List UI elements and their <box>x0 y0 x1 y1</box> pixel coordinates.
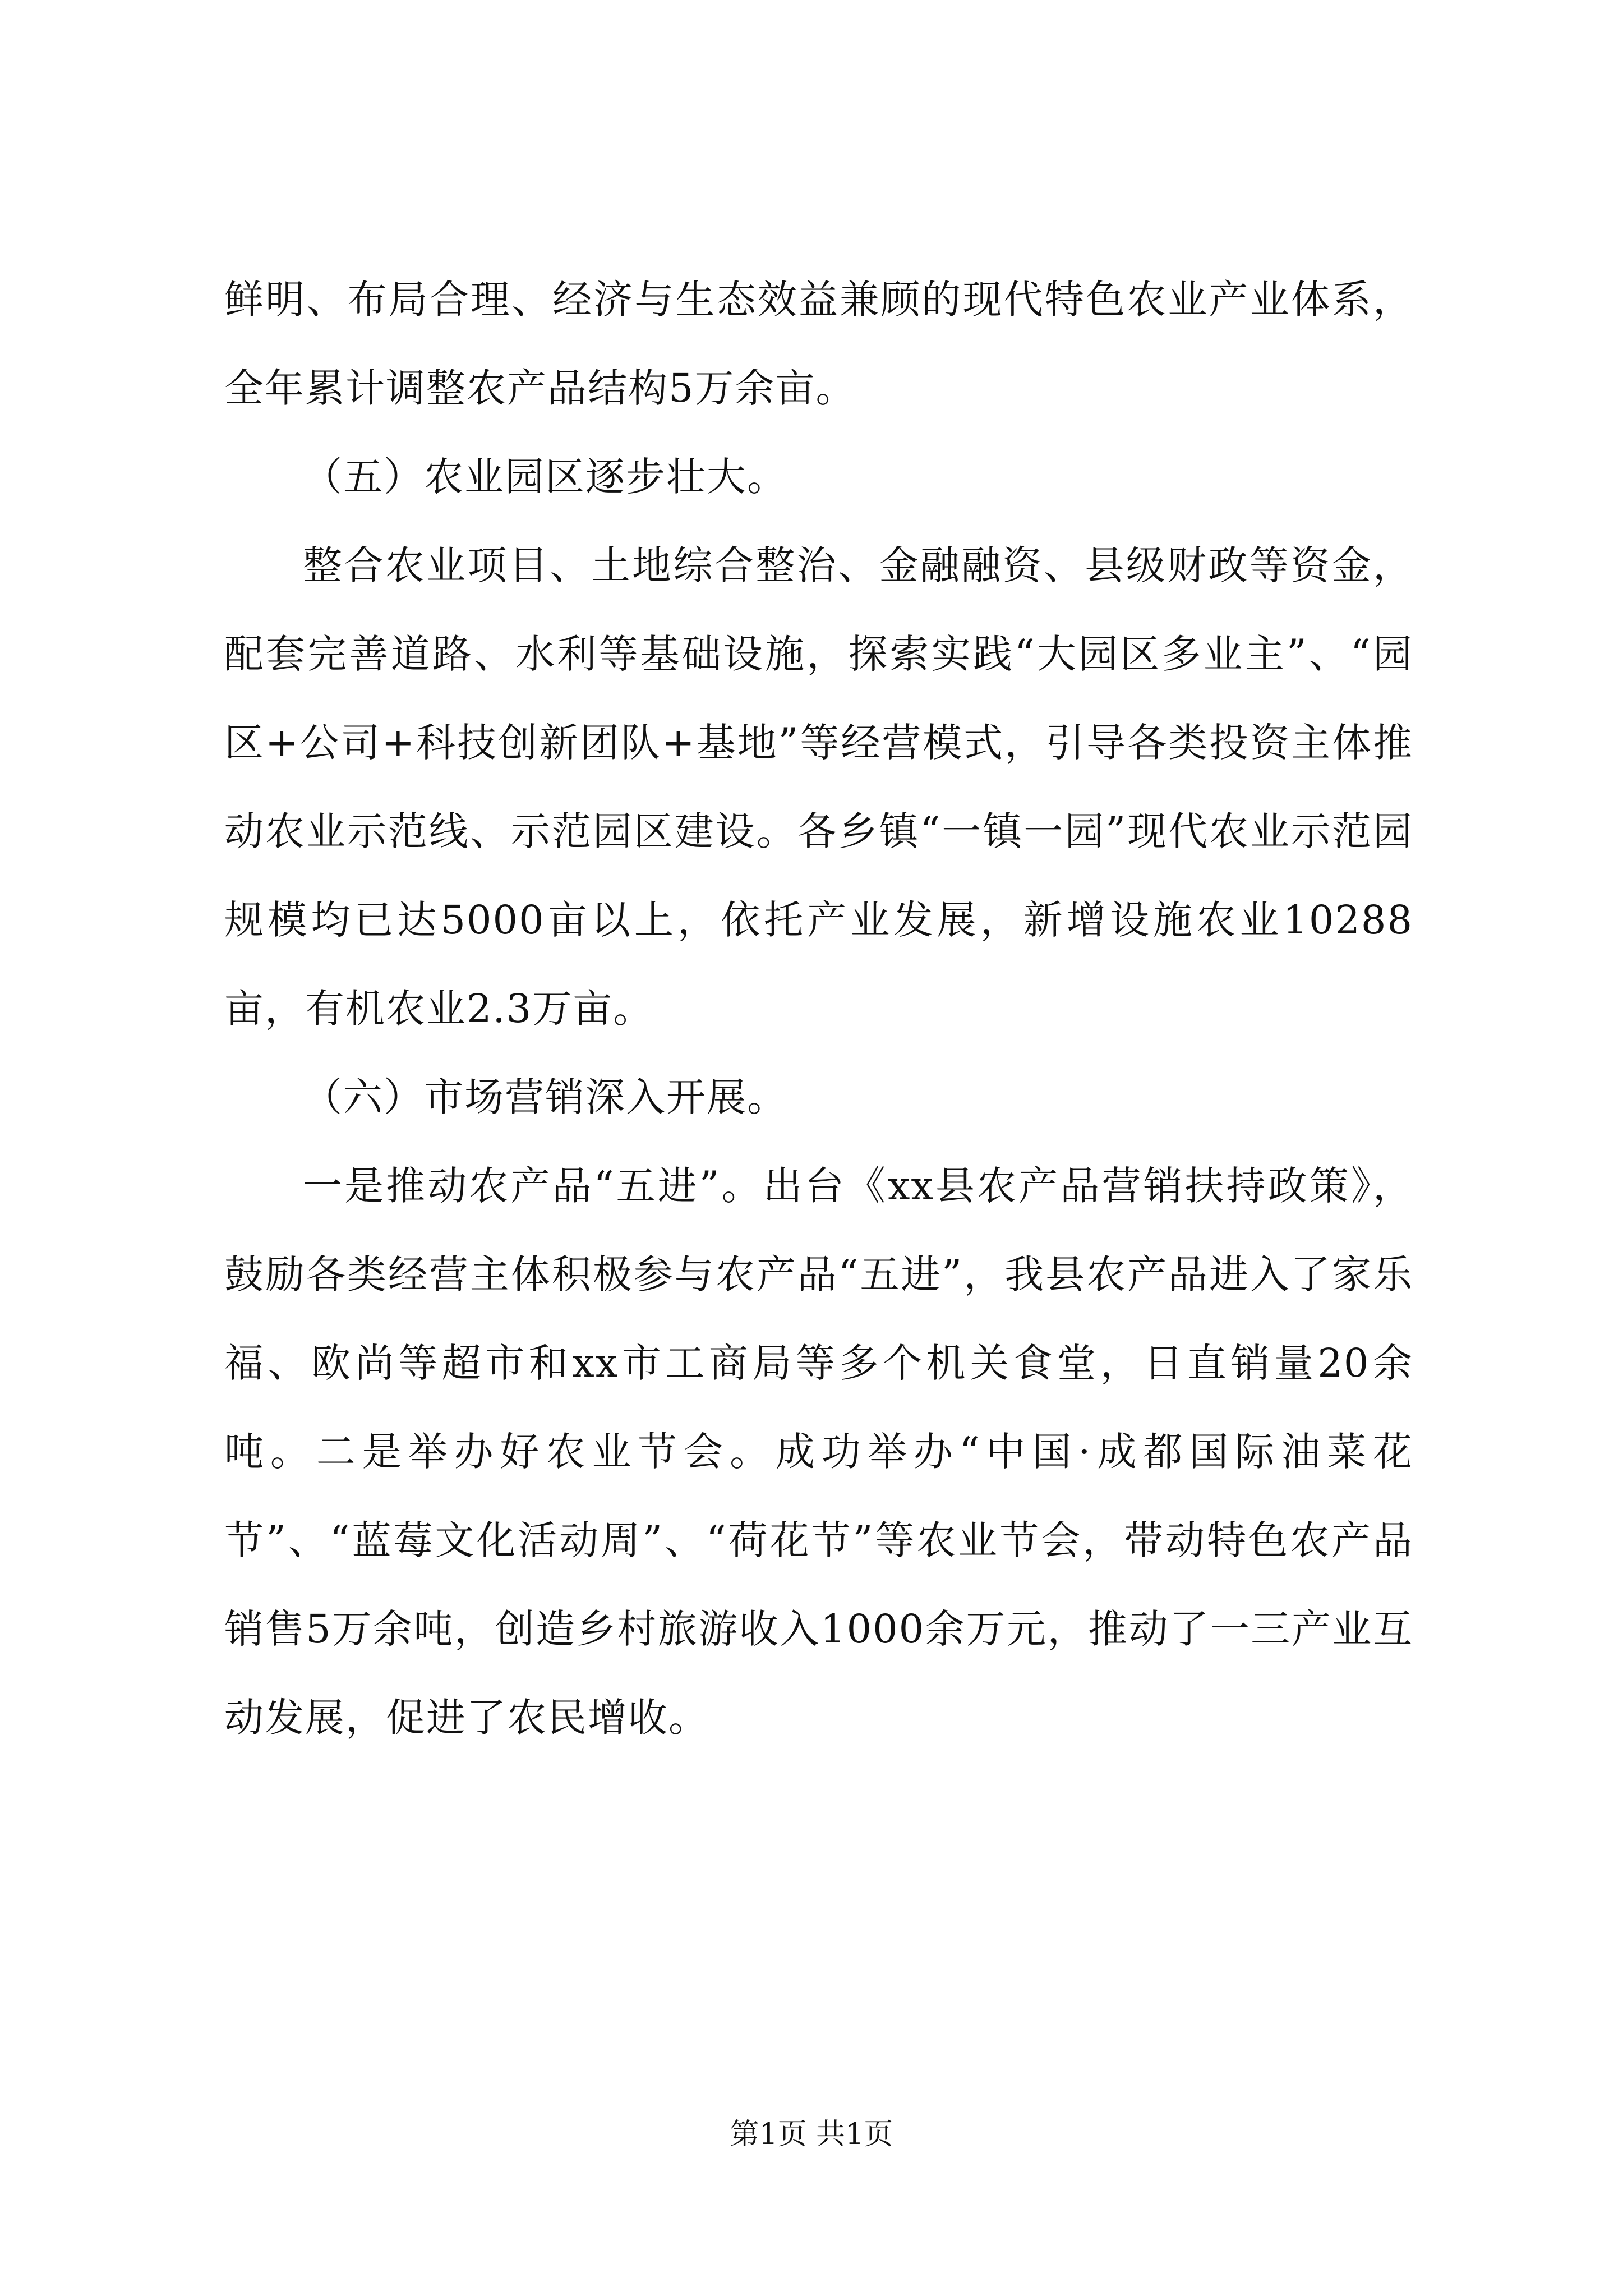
document-body <box>224 255 1413 1762</box>
section-heading-five: （五）农业园区逐步壮大。 <box>303 454 787 500</box>
paragraph-continuation: 鲜明、布局合理、经济与生态效益兼顾的现代特色农业产业体系，全年累计调整农产品结构5万余亩。 <box>224 277 1413 411</box>
section-heading-six: （六）市场营销深入开展。 <box>303 1074 787 1120</box>
paragraph-marketing: 一是推动农产品“五进”。出台《xx县农产品营销扶持政策》，鼓励各类经营主体积极参与农产品“五进”，我县农产品进入了家乐福、欧尚等超市和xx市工商局等多个机关食堂，日直销量20余吨。二是举办好农业节会。成功举办“中国·成都国际油菜花节”、“蓝莓文化活动周”、“荷花节”等农业节会，带动特色农产品销售5万余吨，创造乡村旅游收入1000余万元，推动了一三产业互动发展，促进了农民增收。 <box>224 1163 1413 1741</box>
paragraph-agricultural-parks: 整合农业项目、土地综合整治、金融融资、县级财政等资金，配套完善道路、水利等基础设施，探索实践“大园区多业主”、“园区+公司+科技创新团队+基地”等经营模式，引导各类投资主体推动农业示范线、示范园区建设。各乡镇“一镇一园”现代农业示范园规模均已达5000亩以上，依托产业发展，新增设施农业10288亩，有机农业2.3万亩。 <box>224 542 1413 1032</box>
page-footer: 第1页 共1页 <box>730 2118 893 2151</box>
